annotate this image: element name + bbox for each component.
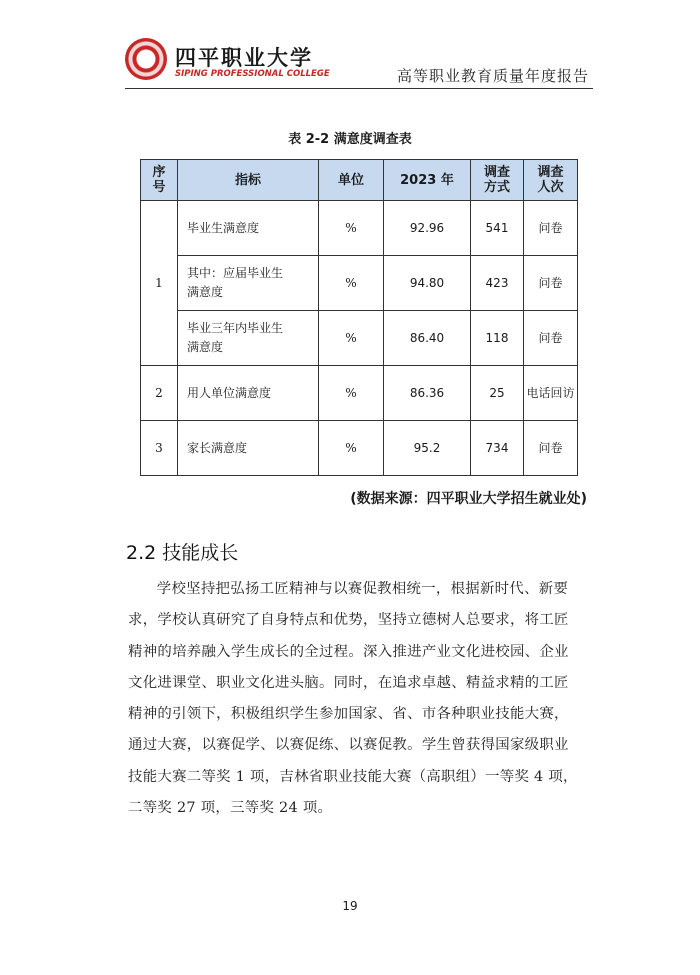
logo-english-name: SIPING PROFESSIONAL COLLEGE xyxy=(175,69,330,79)
unit-cell: % xyxy=(319,311,384,366)
indicator-cell: 毕业生满意度 xyxy=(178,201,319,256)
value-cell: 95.2 xyxy=(384,421,471,476)
unit-cell: % xyxy=(319,421,384,476)
value-cell: 94.80 xyxy=(384,256,471,311)
unit-cell: % xyxy=(319,201,384,256)
seq-cell: 3 xyxy=(141,421,178,476)
header-indicator: 指标 xyxy=(178,160,319,201)
data-source-note: (数据来源：四平职业大学招生就业处) xyxy=(350,491,587,507)
unit-cell: % xyxy=(319,256,384,311)
body-paragraph: 学校坚持把弘扬工匠精神与以赛促教相统一，根据新时代、新要求，学校认真研究了自身特点和优势，坚持立德树人总要求，将工匠精神的培养融入学生成长的全过程。深入推进产业文化进校园、企业文化进课堂、职业文化进头脑。同时，在追求卓越、精益求精的工匠精神的引领下，积极组织学生参加国家、省、市各种职业技能大赛，通过大赛，以赛促学、以赛促练、以赛促教。学生曾获得国家级职业技能大赛二等奖 1 项，吉林省职业技能大赛（高职组）一等奖 4 项，二等奖 27 项，三等奖 24 项。 xyxy=(128,581,578,817)
table-row xyxy=(141,256,578,311)
table-row xyxy=(141,366,578,421)
count-cell: 25 xyxy=(471,366,524,421)
method-cell: 问卷 xyxy=(524,421,578,476)
seq-cell: 2 xyxy=(141,366,178,421)
logo-chinese-name: 四平职业大学 xyxy=(175,46,313,70)
page-header xyxy=(125,36,593,90)
header-year: 2023 年 xyxy=(384,160,471,201)
count-cell: 423 xyxy=(471,256,524,311)
header-method: 调查 人次 xyxy=(524,160,578,201)
value-cell: 86.36 xyxy=(384,366,471,421)
table-header-row xyxy=(141,160,578,201)
value-cell: 92.96 xyxy=(384,201,471,256)
count-cell: 118 xyxy=(471,311,524,366)
header-seq: 序 号 xyxy=(141,160,178,201)
table-caption: 表 2-2 满意度调查表 xyxy=(288,132,412,147)
section-title: 2.2 技能成长 xyxy=(126,542,239,564)
page-number: 19 xyxy=(342,899,358,913)
method-cell: 问卷 xyxy=(524,256,578,311)
method-cell: 电话回访 xyxy=(524,366,578,421)
table-row xyxy=(141,421,578,476)
header-unit: 单位 xyxy=(319,160,384,201)
indicator-cell: 家长满意度 xyxy=(178,421,319,476)
header-count: 调查 方式 xyxy=(471,160,524,201)
value-cell: 86.40 xyxy=(384,311,471,366)
table-row xyxy=(141,311,578,366)
college-seal-logo xyxy=(125,38,167,80)
unit-cell: % xyxy=(319,366,384,421)
count-cell: 734 xyxy=(471,421,524,476)
count-cell: 541 xyxy=(471,201,524,256)
header-divider xyxy=(125,88,593,89)
indicator-cell: 用人单位满意度 xyxy=(178,366,319,421)
table-row xyxy=(141,201,578,256)
report-title: 高等职业教育质量年度报告 xyxy=(396,67,589,85)
satisfaction-table xyxy=(140,159,578,476)
indicator-cell: 其中：应届毕业生 满意度 xyxy=(178,256,319,311)
method-cell: 问卷 xyxy=(524,311,578,366)
method-cell: 问卷 xyxy=(524,201,578,256)
indicator-cell: 毕业三年内毕业生 满意度 xyxy=(178,311,319,366)
seq-cell: 1 xyxy=(141,201,178,366)
